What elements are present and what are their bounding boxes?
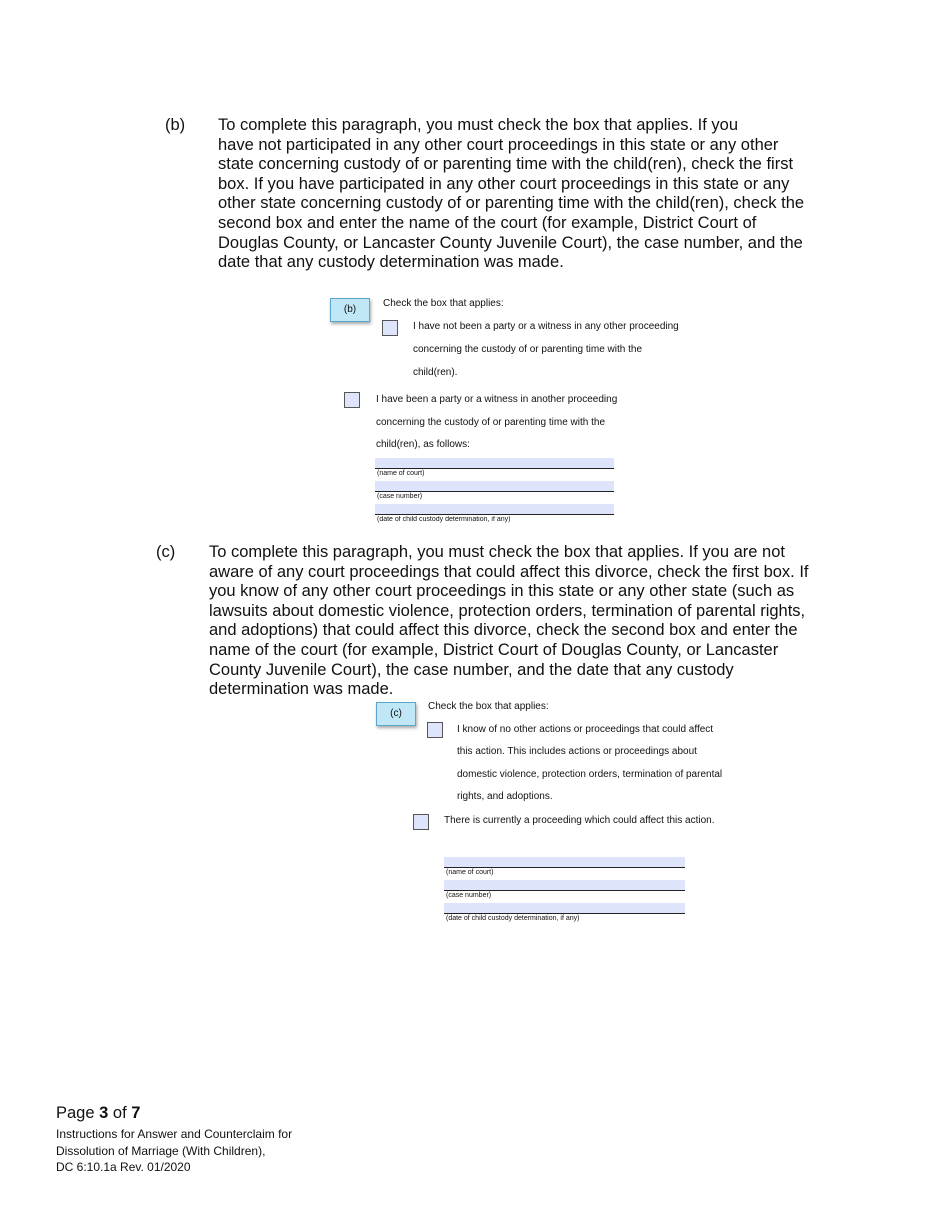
section-b-line: other state concerning custody of or parenting time with the child(ren), check the xyxy=(218,194,805,213)
page-total: 7 xyxy=(131,1104,141,1122)
section-b-line: second box and enter the name of the court (for example, District Court of xyxy=(218,213,757,232)
option1-line: rights, and adoptions. xyxy=(457,791,553,802)
section-b-line: state concerning custody of or parenting time with the child(ren), check the first xyxy=(218,155,794,174)
option2-line: I have been a party or a witness in another proceeding xyxy=(376,394,618,405)
option1-line: domestic violence, protection orders, termination of parental xyxy=(457,769,723,780)
determination-date-field[interactable] xyxy=(375,504,614,515)
section-b-line: date that any custody determination was made. xyxy=(218,253,564,272)
determination-date-label: (date of child custody determination, if any) xyxy=(446,915,580,922)
section-c-label: (c) xyxy=(156,543,176,561)
page-current: 3 xyxy=(99,1104,109,1122)
section-c-line: lawsuits about domestic violence, protection orders, termination of parental rights, xyxy=(209,601,806,620)
party-in-other-proceeding-checkbox[interactable] xyxy=(344,392,360,408)
option2-text: There is currently a proceeding which could affect this action. xyxy=(444,815,715,826)
court-name-label: (name of court) xyxy=(446,869,494,876)
option1-line: child(ren). xyxy=(413,367,458,378)
section-c-line: name of the court (for example, District Court of Douglas County, or Lancaster xyxy=(209,640,779,659)
option1-line: I have not been a party or a witness in any other proceeding xyxy=(413,321,679,332)
section-b-line: Douglas County, or Lancaster County Juvenile Court), the case number, and the xyxy=(218,233,803,252)
determination-date-label: (date of child custody determination, if any) xyxy=(377,516,511,523)
section-b-line: have not participated in any other court proceedings in this state or any other xyxy=(218,135,779,154)
no-other-actions-checkbox[interactable] xyxy=(427,722,443,738)
option2-line: concerning the custody of or parenting time with the xyxy=(376,417,606,428)
page-footer xyxy=(56,1104,292,1176)
page-of: of xyxy=(108,1104,132,1122)
section-b-label: (b) xyxy=(165,116,186,134)
page-prefix: Page xyxy=(56,1104,100,1122)
section-c-line: determination was made. xyxy=(209,680,394,699)
check-heading: Check the box that applies: xyxy=(428,701,549,712)
court-name-field[interactable] xyxy=(444,857,685,868)
determination-date-field[interactable] xyxy=(444,903,685,914)
section-c-line: County Juvenile Court), the case number, and the date that any custody xyxy=(209,660,734,679)
case-number-label: (case number) xyxy=(377,493,423,500)
section-c-instructions xyxy=(209,543,869,700)
option1-line: concerning the custody of or parenting time with the xyxy=(413,344,643,355)
section-c-line: you know of any other court proceedings in this state or any other state (such as xyxy=(209,582,795,601)
check-heading: Check the box that applies: xyxy=(383,298,504,309)
no-other-proceeding-checkbox[interactable] xyxy=(382,320,398,336)
case-number-field[interactable] xyxy=(444,880,685,891)
option1-line: this action. This includes actions or proceedings about xyxy=(457,746,697,757)
section-b-line: To complete this paragraph, you must check the box that applies. If you xyxy=(218,116,739,134)
page-number xyxy=(56,1104,292,1123)
current-proceeding-checkbox[interactable] xyxy=(413,814,429,830)
court-name-field[interactable] xyxy=(375,458,614,469)
section-c-line: and adoptions) that could affect this divorce, check the second box and enter the xyxy=(209,621,798,640)
section-b-tag: (b) xyxy=(330,298,370,322)
section-c-line: To complete this paragraph, you must check the box that applies. If you are not xyxy=(209,543,785,561)
section-b-line: box. If you have participated in any other court proceedings in this state or any xyxy=(218,174,790,193)
option2-line: child(ren), as follows: xyxy=(376,439,470,450)
footer-line: Instructions for Answer and Counterclaim for xyxy=(56,1127,293,1141)
case-number-field[interactable] xyxy=(375,481,614,492)
section-c-line: aware of any court proceedings that could affect this divorce, check the first box. If xyxy=(209,562,809,581)
section-b-instructions xyxy=(218,116,858,273)
court-name-label: (name of court) xyxy=(377,470,425,477)
footer-line: Dissolution of Marriage (With Children), xyxy=(56,1143,266,1158)
option1-line: I know of no other actions or proceedings that could affect xyxy=(457,724,714,735)
footer-line: DC 6:10.1a Rev. 01/2020 xyxy=(56,1160,191,1174)
section-c-tag: (c) xyxy=(376,702,416,726)
case-number-label: (case number) xyxy=(446,892,492,899)
